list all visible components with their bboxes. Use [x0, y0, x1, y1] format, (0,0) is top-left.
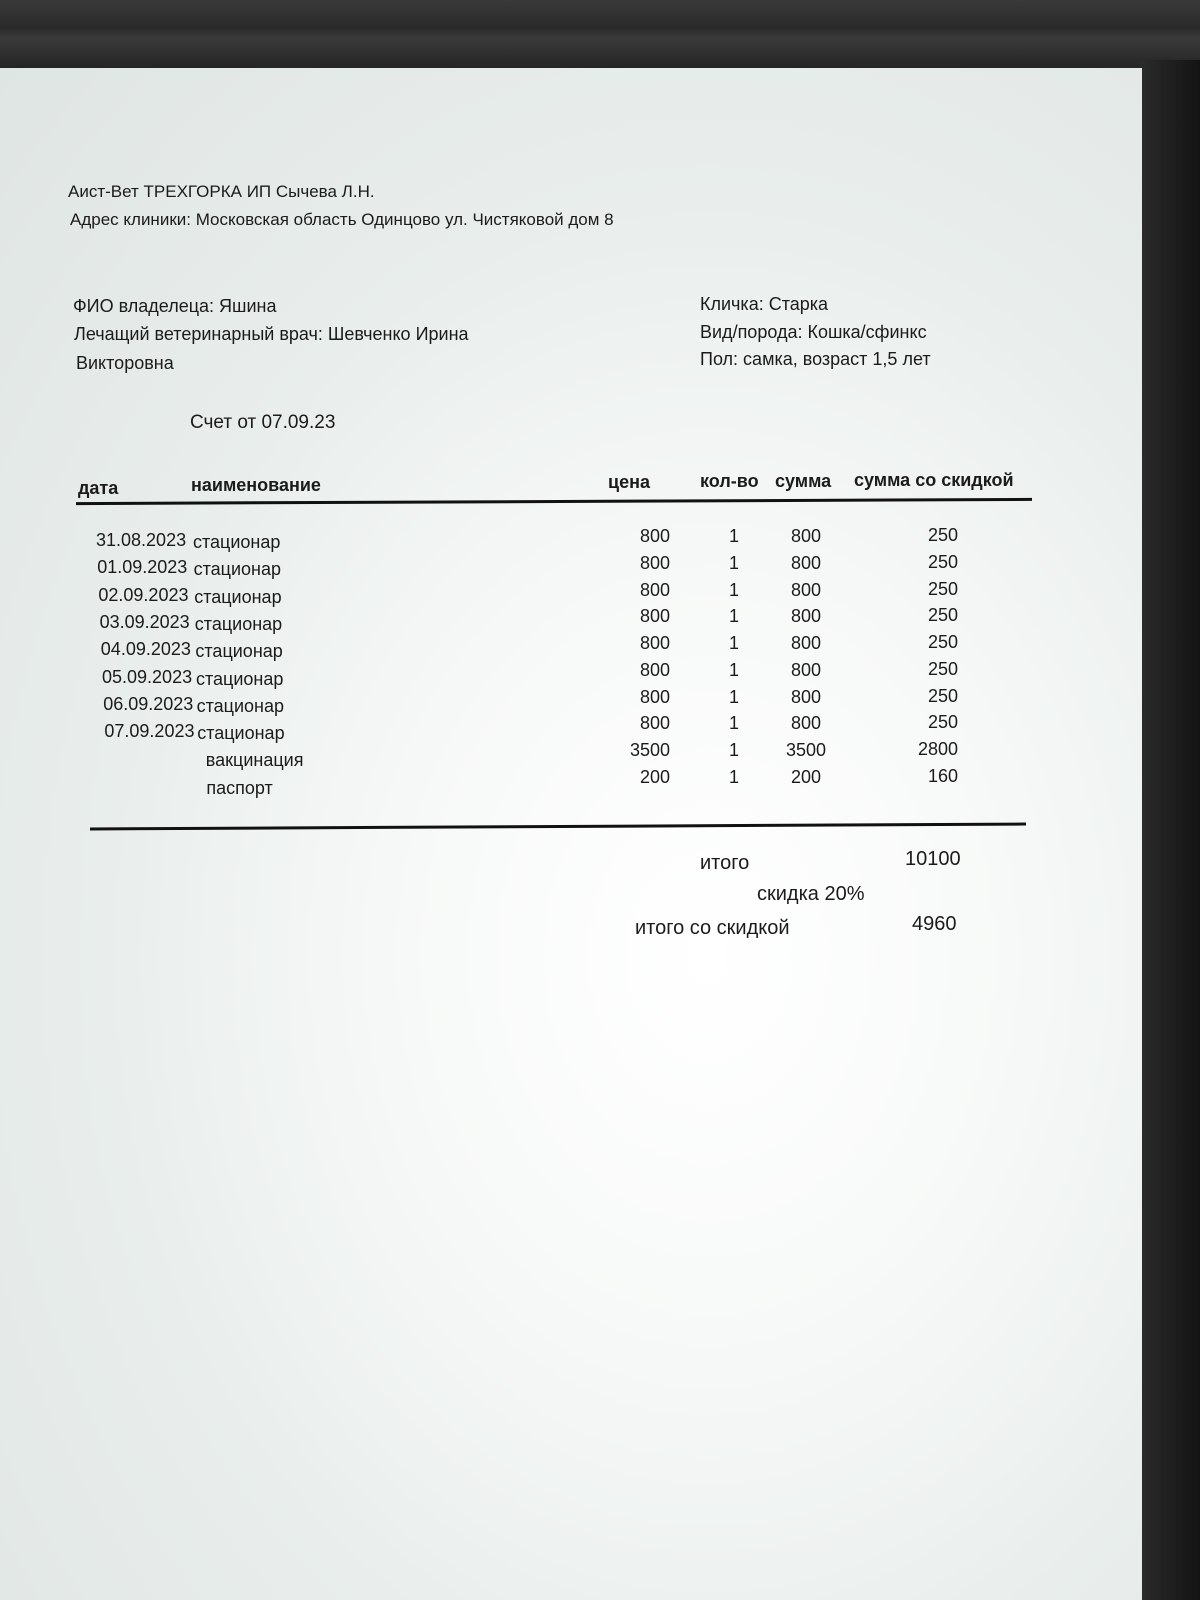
row-sum: 800: [790, 526, 822, 546]
row-sum: 800: [790, 713, 822, 734]
row-price: 800: [639, 659, 670, 680]
row-price: 200: [639, 766, 670, 787]
clinic-address: Адрес клиники: Московская область Одинцово ул. Чистяковой дом 8: [70, 210, 614, 229]
pet-name: Кличка: Старка: [700, 294, 829, 314]
vet-name-line-1: Лечащий ветеринарный врач: Шевченко Ирина: [74, 324, 469, 344]
row-date: 02.09.2023: [98, 584, 189, 605]
row-qty: 1: [728, 579, 739, 600]
total-value: 10100: [905, 848, 961, 870]
row-date: 04.09.2023: [100, 639, 191, 660]
row-sum: 800: [790, 606, 822, 627]
row-discounted: 250: [927, 578, 958, 599]
screen: [0, 68, 1142, 1600]
pet-sex-age: Пол: самка, возраст 1,5 лет: [700, 349, 931, 369]
row-price: 800: [639, 579, 670, 600]
column-header-sum: сумма: [775, 471, 832, 491]
pet-breed: Вид/порода: Кошка/сфинкс: [700, 322, 927, 342]
row-sum: 800: [790, 552, 822, 573]
row-date: 05.09.2023: [102, 666, 193, 687]
row-qty: 1: [728, 659, 739, 680]
row-qty: 1: [728, 740, 739, 760]
column-header-date: дата: [78, 478, 119, 498]
row-discounted: 250: [927, 605, 958, 626]
clinic-name: Аист-Вет ТРЕХГОРКА ИП Сычева Л.Н.: [68, 182, 375, 201]
column-header-price: цена: [608, 472, 650, 492]
row-name: стационар: [193, 559, 281, 580]
vet-name-line-2: Викторовна: [76, 353, 174, 373]
row-discounted: 250: [927, 712, 958, 733]
discounted-total-label: итого со скидкой: [635, 917, 790, 939]
row-name: стационар: [196, 695, 284, 716]
row-price: 800: [639, 686, 670, 707]
row-sum: 800: [790, 633, 822, 653]
row-qty: 1: [728, 713, 739, 734]
row-price: 800: [639, 633, 670, 653]
row-name: стационар: [195, 641, 283, 662]
row-date: 31.08.2023: [96, 530, 187, 550]
row-date: 07.09.2023: [104, 721, 195, 742]
row-discounted: 250: [927, 658, 958, 679]
row-name: стационар: [197, 723, 285, 744]
column-header-qty: кол-во: [700, 471, 759, 491]
row-qty: 1: [728, 686, 739, 707]
discount-label: скидка 20%: [757, 883, 865, 905]
row-date: 03.09.2023: [99, 611, 190, 632]
row-date: 01.09.2023: [97, 557, 188, 578]
row-sum: 800: [790, 686, 822, 707]
row-name: стационар: [194, 613, 283, 634]
row-price: 800: [639, 713, 670, 734]
row-sum: 800: [790, 659, 822, 680]
row-price: 800: [639, 606, 670, 627]
discounted-total-value: 4960: [912, 913, 957, 935]
row-name: паспорт: [206, 777, 273, 798]
row-price: 800: [639, 526, 670, 546]
row-date: 06.09.2023: [103, 693, 194, 714]
footer-rule: [90, 823, 1026, 831]
row-qty: 1: [728, 633, 739, 653]
total-label: итого: [700, 852, 750, 874]
row-qty: 1: [728, 552, 739, 573]
row-name: стационар: [194, 586, 282, 607]
row-discounted: 2800: [917, 739, 958, 759]
row-price: 3500: [629, 740, 670, 760]
row-qty: 1: [728, 526, 739, 546]
row-discounted: 160: [927, 765, 958, 786]
row-discounted: 250: [927, 632, 958, 652]
monitor-bezel-right: [1140, 60, 1200, 1600]
column-header-name: наименование: [191, 475, 321, 495]
row-discounted: 250: [927, 551, 958, 572]
row-qty: 1: [728, 766, 739, 787]
row-discounted: 250: [927, 525, 958, 545]
row-name: стационар: [196, 668, 284, 689]
row-sum: 200: [790, 766, 822, 787]
header-rule: [76, 498, 1032, 505]
invoice-title: Счет от 07.09.23: [190, 412, 336, 433]
owner-name: ФИО владелеца: Яшина: [73, 296, 277, 316]
row-name: вакцинация: [205, 750, 304, 771]
monitor-bezel-top: [0, 0, 1200, 70]
row-sum: 3500: [785, 740, 827, 760]
invoice-document: [0, 68, 1142, 1600]
row-qty: 1: [728, 606, 739, 627]
row-name: стационар: [193, 532, 281, 552]
row-sum: 800: [790, 579, 822, 600]
row-discounted: 250: [927, 685, 958, 706]
row-price: 800: [639, 552, 670, 573]
column-header-discounted: сумма со скидкой: [854, 470, 1014, 490]
